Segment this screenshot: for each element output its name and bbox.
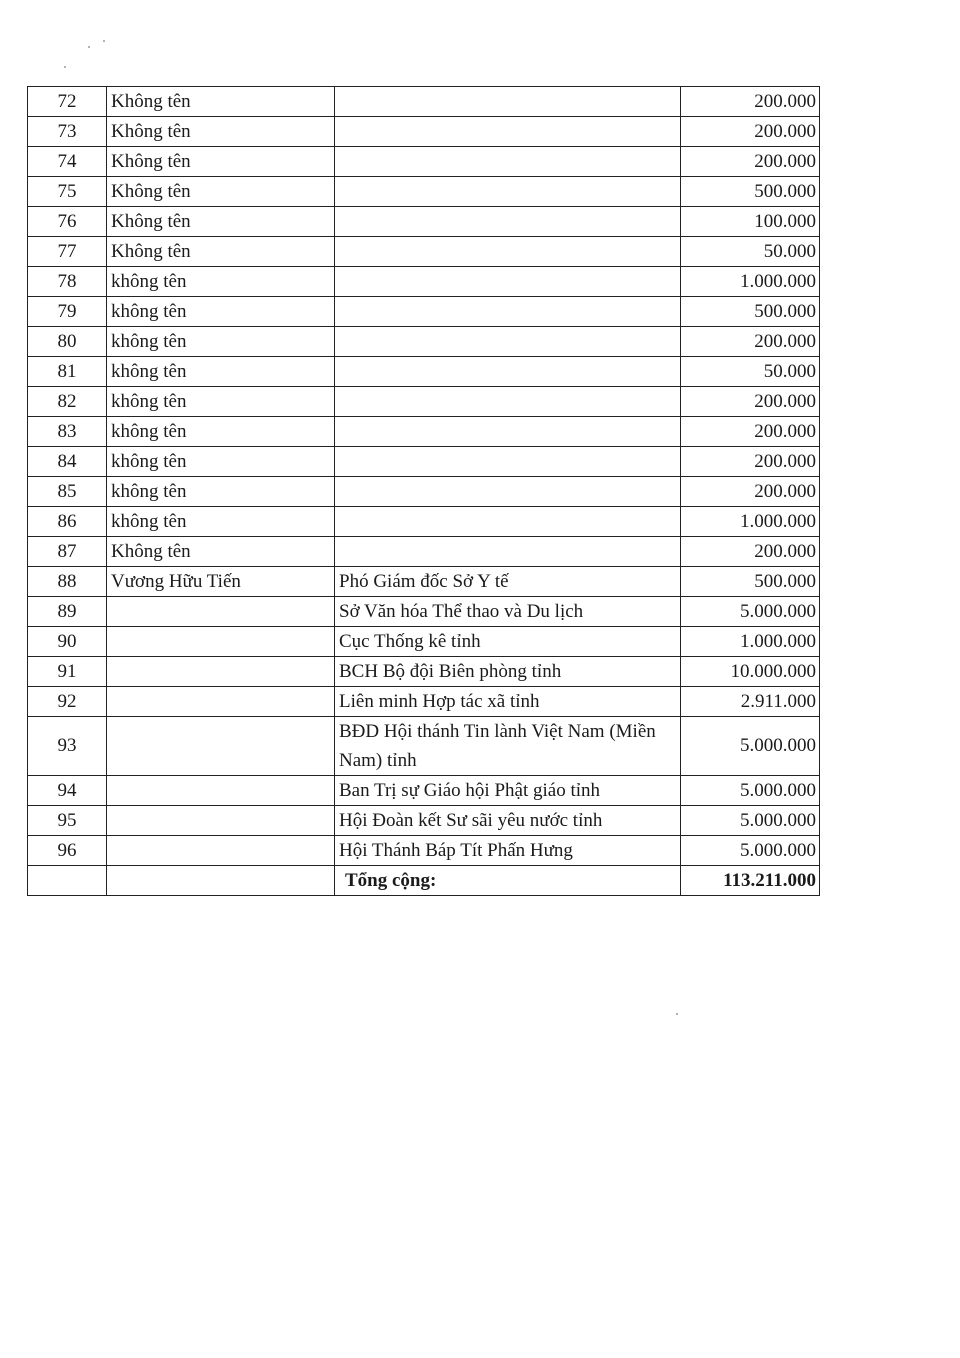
donor-name: không tên: [107, 507, 335, 537]
row-number: 72: [28, 87, 107, 117]
row-number: 89: [28, 597, 107, 627]
row-number: 77: [28, 237, 107, 267]
donation-amount: 200.000: [681, 87, 820, 117]
donation-amount: 200.000: [681, 537, 820, 567]
table-row: [28, 687, 820, 717]
row-number: 94: [28, 776, 107, 806]
row-number: 75: [28, 177, 107, 207]
donor-name: không tên: [107, 477, 335, 507]
table-row: [28, 87, 820, 117]
row-number: 88: [28, 567, 107, 597]
donor-unit: [335, 477, 681, 507]
donor-name: [107, 836, 335, 866]
table-row: [28, 357, 820, 387]
row-number: 76: [28, 207, 107, 237]
donor-name: [107, 657, 335, 687]
donor-name: không tên: [107, 387, 335, 417]
donor-name: [107, 776, 335, 806]
row-number: 87: [28, 537, 107, 567]
donation-amount: 5.000.000: [681, 836, 820, 866]
table-row: [28, 207, 820, 237]
scan-speck: [88, 46, 90, 48]
row-number: 85: [28, 477, 107, 507]
row-number: 86: [28, 507, 107, 537]
row-number: 82: [28, 387, 107, 417]
scan-speck: [103, 40, 105, 42]
donation-table-body: [28, 87, 820, 896]
scan-speck: [64, 66, 66, 68]
donation-amount: 200.000: [681, 327, 820, 357]
donation-amount: 200.000: [681, 447, 820, 477]
donation-amount: 200.000: [681, 387, 820, 417]
donor-name: Không tên: [107, 237, 335, 267]
donation-amount: 200.000: [681, 477, 820, 507]
donor-name: không tên: [107, 417, 335, 447]
donor-name: không tên: [107, 357, 335, 387]
table-row: [28, 387, 820, 417]
donor-unit: [335, 327, 681, 357]
row-number: 74: [28, 147, 107, 177]
row-number: 78: [28, 267, 107, 297]
table-row: [28, 447, 820, 477]
table-row: [28, 297, 820, 327]
donor-unit: Hội Thánh Báp Tít Phấn Hưng: [335, 836, 681, 866]
donor-unit: [335, 177, 681, 207]
donation-amount: 1.000.000: [681, 507, 820, 537]
donor-unit: [335, 447, 681, 477]
donor-unit: BCH Bộ đội Biên phòng tỉnh: [335, 657, 681, 687]
donor-name: Không tên: [107, 87, 335, 117]
total-amount: 113.211.000: [681, 866, 820, 896]
scan-speck: [676, 1013, 678, 1015]
table-row: [28, 806, 820, 836]
table-row: [28, 537, 820, 567]
donor-unit: [335, 237, 681, 267]
row-number: 84: [28, 447, 107, 477]
donor-name: [107, 687, 335, 717]
donor-name: không tên: [107, 447, 335, 477]
donor-unit: [335, 207, 681, 237]
donor-unit: [335, 297, 681, 327]
donor-unit: [335, 387, 681, 417]
donation-amount: 50.000: [681, 357, 820, 387]
donor-unit: Phó Giám đốc Sở Y tế: [335, 567, 681, 597]
donation-amount: 2.911.000: [681, 687, 820, 717]
table-row: [28, 147, 820, 177]
table-row: [28, 267, 820, 297]
table-row: [28, 477, 820, 507]
donation-amount: 5.000.000: [681, 806, 820, 836]
table-row: [28, 237, 820, 267]
table-row: [28, 836, 820, 866]
donation-table-container: [27, 86, 819, 896]
row-number: 79: [28, 297, 107, 327]
donor-unit: Ban Trị sự Giáo hội Phật giáo tỉnh: [335, 776, 681, 806]
row-number: 96: [28, 836, 107, 866]
table-row: [28, 567, 820, 597]
donation-amount: 50.000: [681, 237, 820, 267]
row-number: 80: [28, 327, 107, 357]
donation-amount: 500.000: [681, 567, 820, 597]
table-row: [28, 327, 820, 357]
donor-name: Không tên: [107, 207, 335, 237]
donor-name: không tên: [107, 327, 335, 357]
row-number: 73: [28, 117, 107, 147]
donor-unit: [335, 357, 681, 387]
donation-amount: 1.000.000: [681, 267, 820, 297]
donation-amount: 100.000: [681, 207, 820, 237]
donor-unit: [335, 537, 681, 567]
donor-unit: [335, 267, 681, 297]
donor-unit: BĐD Hội thánh Tin lành Việt Nam (Miền Nam) tỉnh: [335, 717, 681, 776]
donor-unit: [335, 87, 681, 117]
donor-name: Không tên: [107, 537, 335, 567]
table-row: [28, 597, 820, 627]
donor-unit: Cục Thống kê tỉnh: [335, 627, 681, 657]
donation-amount: 5.000.000: [681, 597, 820, 627]
donor-unit: [335, 417, 681, 447]
donation-amount: 200.000: [681, 417, 820, 447]
donor-unit: [335, 147, 681, 177]
donor-name: [107, 627, 335, 657]
donor-unit: Sở Văn hóa Thể thao và Du lịch: [335, 597, 681, 627]
total-name-cell: [107, 866, 335, 896]
donation-amount: 200.000: [681, 117, 820, 147]
donation-amount: 5.000.000: [681, 717, 820, 776]
table-row: [28, 776, 820, 806]
donation-amount: 500.000: [681, 177, 820, 207]
donation-amount: 5.000.000: [681, 776, 820, 806]
row-number: 91: [28, 657, 107, 687]
donation-amount: 1.000.000: [681, 627, 820, 657]
row-number: 90: [28, 627, 107, 657]
donor-name: không tên: [107, 297, 335, 327]
table-row: [28, 627, 820, 657]
donor-name: [107, 806, 335, 836]
table-row: [28, 507, 820, 537]
row-number: 92: [28, 687, 107, 717]
row-number: 95: [28, 806, 107, 836]
donor-unit: [335, 117, 681, 147]
table-row: [28, 657, 820, 687]
donor-name: Vương Hữu Tiến: [107, 567, 335, 597]
donor-name: Không tên: [107, 177, 335, 207]
donation-amount: 10.000.000: [681, 657, 820, 687]
donor-unit: Hội Đoàn kết Sư sãi yêu nước tỉnh: [335, 806, 681, 836]
row-number: 83: [28, 417, 107, 447]
donation-table: [27, 86, 820, 896]
donor-unit: Liên minh Hợp tác xã tỉnh: [335, 687, 681, 717]
table-row: [28, 177, 820, 207]
table-row: [28, 417, 820, 447]
donor-unit: [335, 507, 681, 537]
row-number: 81: [28, 357, 107, 387]
donor-name: [107, 717, 335, 776]
table-row: [28, 717, 820, 776]
total-no-cell: [28, 866, 107, 896]
table-row: [28, 117, 820, 147]
donor-name: Không tên: [107, 117, 335, 147]
donor-name: [107, 597, 335, 627]
donor-name: không tên: [107, 267, 335, 297]
total-label: Tổng cộng:: [335, 866, 681, 896]
donor-name: Không tên: [107, 147, 335, 177]
donation-amount: 500.000: [681, 297, 820, 327]
donation-amount: 200.000: [681, 147, 820, 177]
row-number: 93: [28, 717, 107, 776]
total-row: [28, 866, 820, 896]
